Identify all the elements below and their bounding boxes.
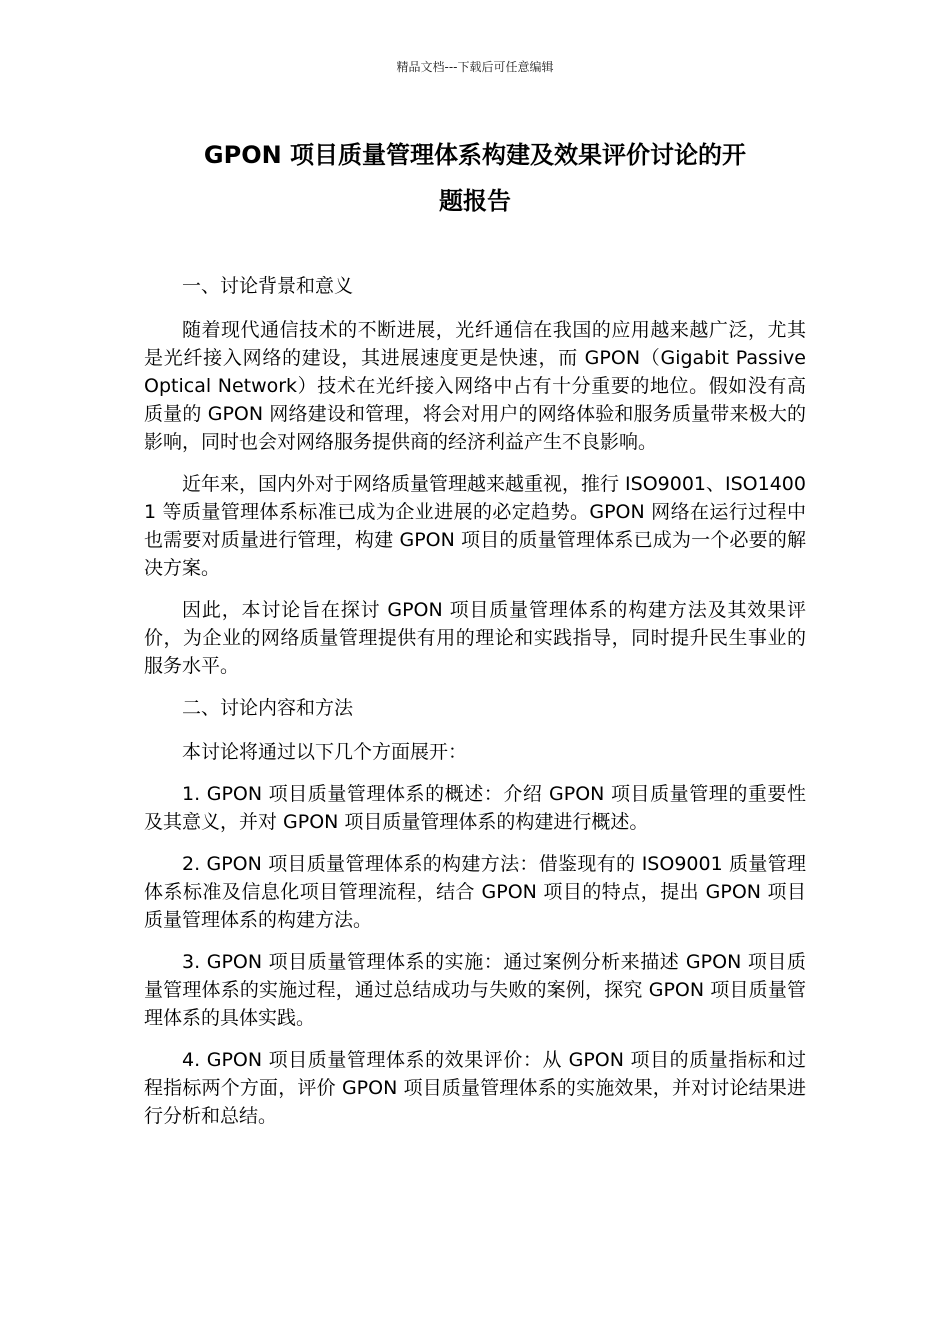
paragraph: 随着现代通信技术的不断进展，光纤通信在我国的应用越来越广泛，尤其是光纤接入网络的建设，其进展速度更是快速，而 GPON（Gigabit Passive Optical Network）技术在光纤接入网络中占有十分重要的地位。假如没有高质量的 GPON 网络建设和管理，将会对用户的网络体验和服务质量带来极大的影响，同时也会对网络服务提供商的经济利益产生不良影响。 [144, 319, 806, 453]
page-header: 精品文档---下载后可任意编辑 [396, 60, 554, 74]
list-item: 4. GPON 项目质量管理体系的效果评价：从 GPON 项目的质量指标和过程指标两个方面，评价 GPON 项目质量管理体系的实施效果，并对讨论结果进行分析和总结。 [144, 1049, 806, 1127]
section-heading-background: 一、讨论背景和意义 [182, 275, 354, 297]
list-item: 1. GPON 项目质量管理体系的概述：介绍 GPON 项目质量管理的重要性及其意义，并对 GPON 项目质量管理体系的构建进行概述。 [144, 783, 806, 833]
title-line-2: 题报告 [439, 187, 511, 215]
list-item: 3. GPON 项目质量管理体系的实施：通过案例分析来描述 GPON 项目质量管理体系的实施过程，通过总结成功与失败的案例，探究 GPON 项目质量管理体系的具体实践。 [144, 951, 806, 1029]
document-body [144, 272, 806, 1144]
document-title [144, 132, 806, 224]
title-line-1: GPON 项目质量管理体系构建及效果评价讨论的开 [203, 141, 747, 169]
paragraph: 因此，本讨论旨在探讨 GPON 项目质量管理体系的构建方法及其效果评价，为企业的网络质量管理提供有用的理论和实践指导，同时提升民生事业的服务水平。 [144, 599, 806, 677]
paragraph: 近年来，国内外对于网络质量管理越来越重视，推行 ISO9001、ISO14001 等质量管理体系标准已成为企业进展的必定趋势。GPON 网络在运行过程中也需要对质量进行管理，构建 GPON 项目的质量管理体系已成为一个必要的解决方案。 [144, 473, 806, 579]
paragraph: 本讨论将通过以下几个方面展开： [182, 741, 468, 763]
list-item: 2. GPON 项目质量管理体系的构建方法：借鉴现有的 ISO9001 质量管理体系标准及信息化项目管理流程，结合 GPON 项目的特点，提出 GPON 项目质量管理体系的构建方法。 [144, 853, 806, 931]
section-heading-content: 二、讨论内容和方法 [182, 697, 354, 719]
